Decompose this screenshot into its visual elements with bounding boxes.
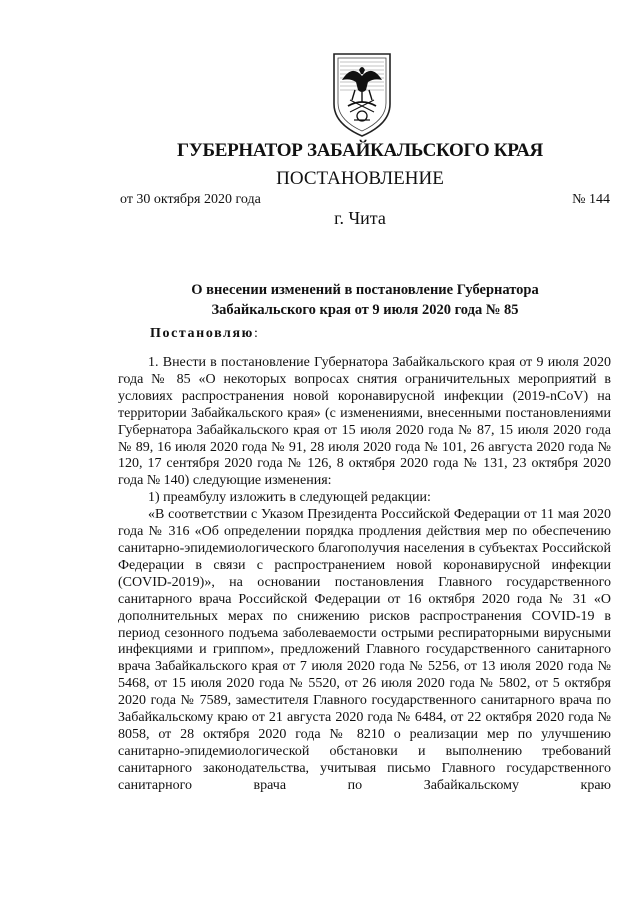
subject-line-1: О внесении изменений в постановление Губернатора bbox=[191, 282, 539, 298]
decree-word-colon: : bbox=[253, 326, 260, 341]
decree-word bbox=[150, 326, 259, 342]
decree-word-text: Постановляю bbox=[150, 326, 254, 341]
document-city: г. Чита bbox=[334, 208, 386, 228]
document-date: от 30 октября 2020 года bbox=[120, 192, 261, 207]
issuer-title: ГУБЕРНАТОР ЗАБАЙКАЛЬСКОГО КРАЯ bbox=[177, 140, 543, 161]
document-body bbox=[118, 355, 611, 795]
coat-of-arms-emblem bbox=[328, 50, 396, 138]
document-subject bbox=[130, 280, 600, 320]
body-paragraph-1: 1. Внести в постановление Губернатора Забайкальского края от 9 июля 2020 года № 85 «О некоторых вопросах снятия ограничительных мероприятий в условиях распространения новой коронавирусной инфекции (2019-nCoV) на территории Забайкальского края» (с изменениями, внесенными постановлениями Губернатора Забайкальского края от 15 июля 2020 года № 87, 15 июля 2020 года № 89, 16 июля 2020 года № 91, 28 июля 2020 года № 101, 26 августа 2020 года № 120, 17 сентября 2020 года № 126, 8 октября 2020 года № 131, 23 октября 2020 года № 140) следующие изменения: bbox=[118, 355, 611, 489]
body-paragraph-3: «В соответствии с Указом Президента Российской Федерации от 11 мая 2020 года № 316 «Об определении порядка продления действия мер по обеспечению санитарно-эпидемиологического благополучия населения в субъектах Российской Федерации в связи с распространением новой коронавирусной инфекции (COVID-2019)», на основании постановления Главного государственного санитарного врача Российской Федерации от 16 октября 2020 года № 31 «О дополнительных мерах по снижению рисков распространения COVID-19 в период сезонного подъема заболеваемости острыми респираторными вирусными инфекциями и гриппом», предложений Главного государственного санитарного врача Забайкальского края от 7 июля 2020 года № 5256, от 13 июля 2020 года № 5468, от 15 июля 2020 года № 5520, от 26 июля 2020 года № 5802, от 5 октября 2020 года № 7589, заместителя Главного государственного санитарного врача по Забайкальскому краю от 21 августа 2020 года № 6484, от 22 октября 2020 года № 8058, от 28 октября 2020 года № 8210 о реализации мер по улучшению санитарно-эпидемиологической обстановки и выполнению требований санитарного законодательства, учитывая письмо Главного государственного санитарного врача по Забайкальскому краю bbox=[118, 507, 611, 793]
subject-line-2: Забайкальского края от 9 июля 2020 года № 85 bbox=[211, 302, 519, 318]
body-paragraph-2: 1) преамбулу изложить в следующей редакции: bbox=[148, 490, 431, 506]
coat-of-arms-icon bbox=[328, 50, 396, 138]
document-type: ПОСТАНОВЛЕНИЕ bbox=[276, 168, 444, 189]
document-number: № 144 bbox=[572, 192, 610, 207]
